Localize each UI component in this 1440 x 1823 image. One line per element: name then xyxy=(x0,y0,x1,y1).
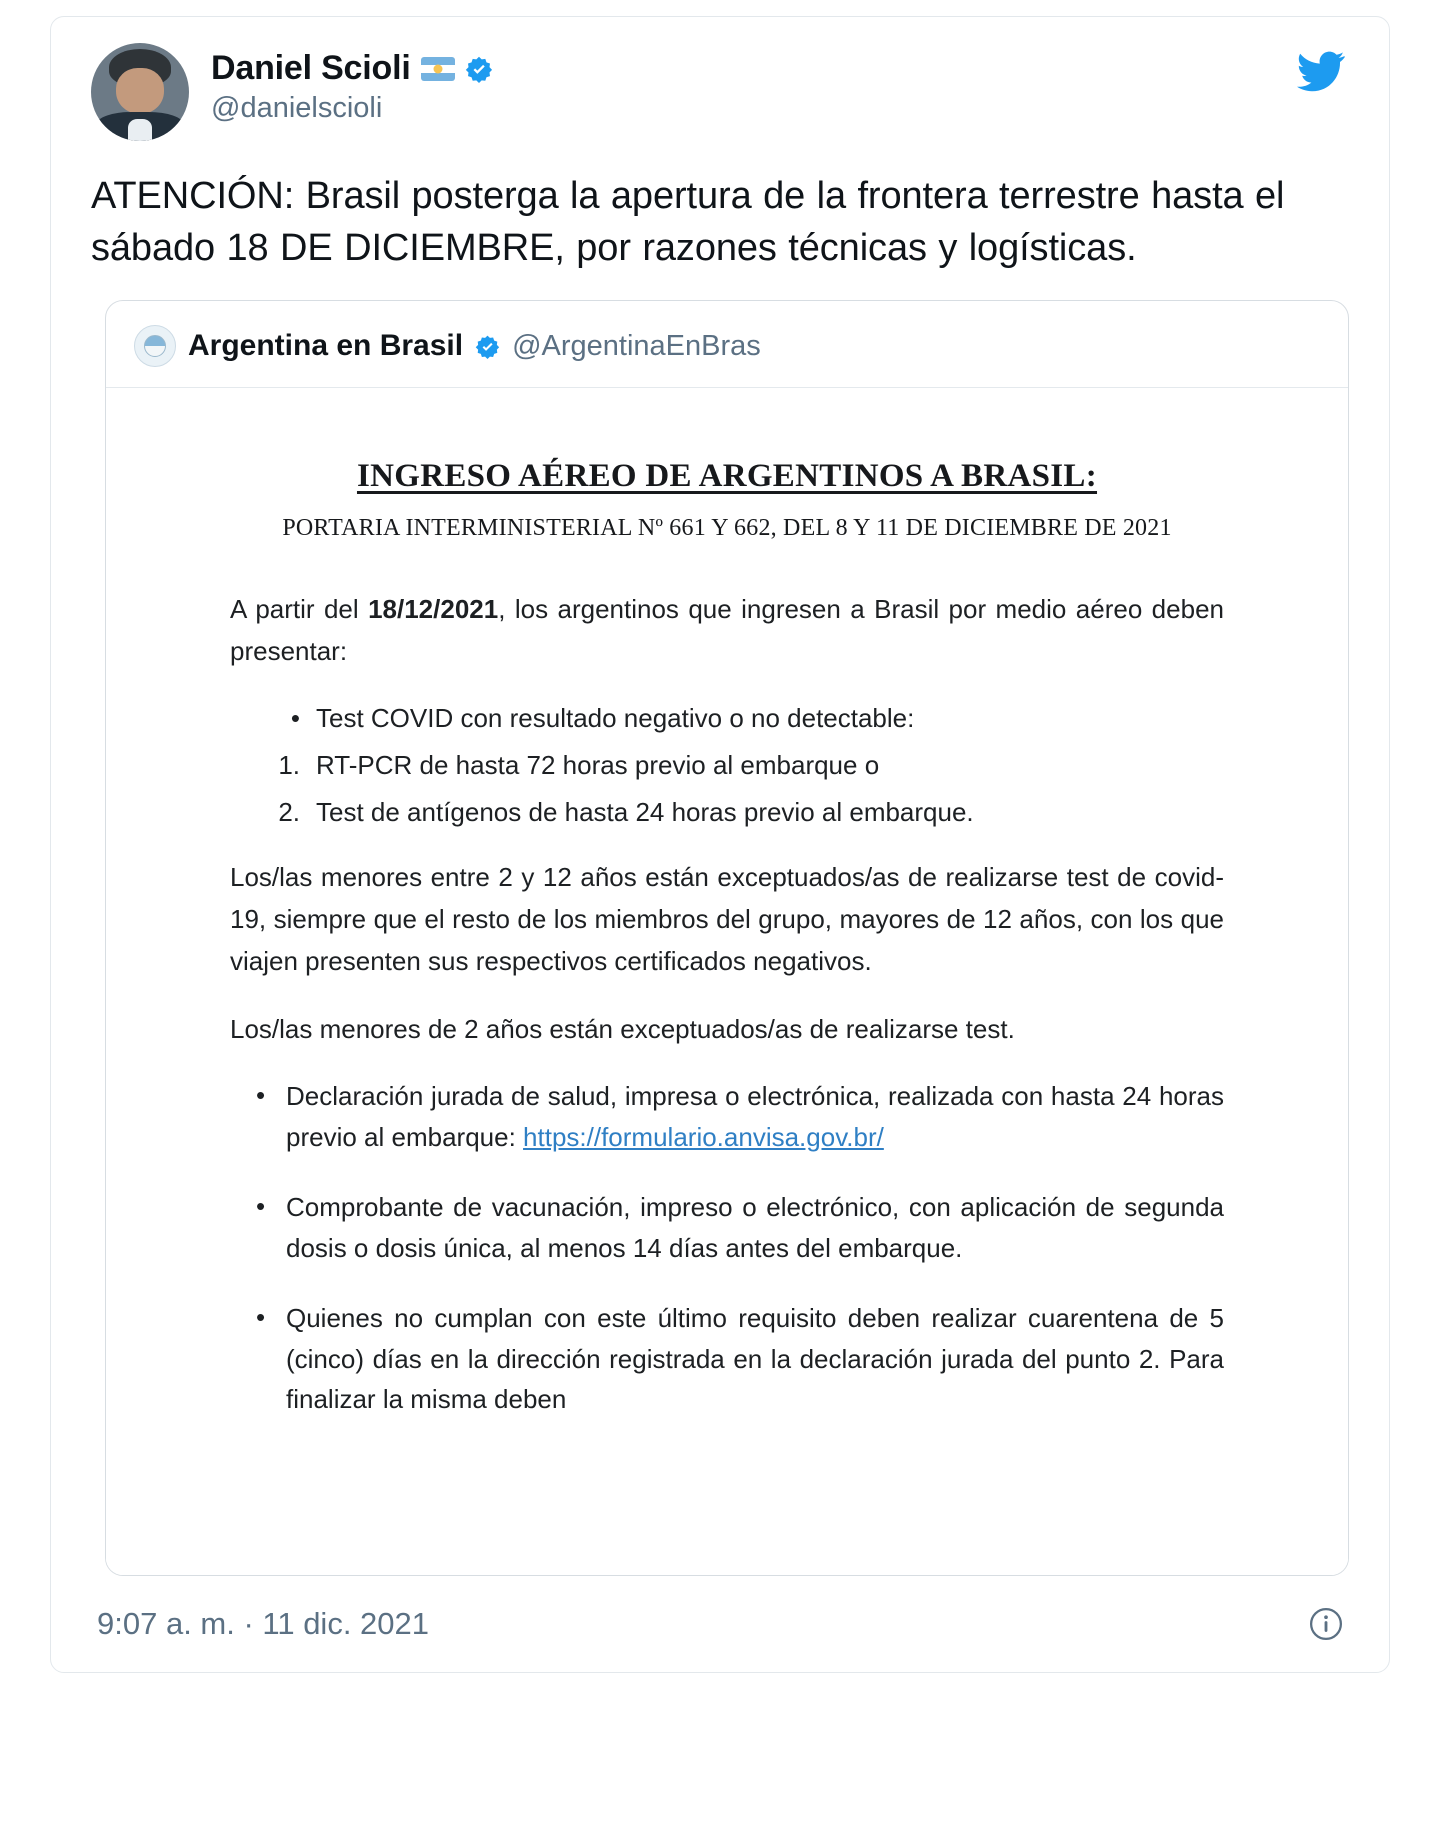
author-display-name[interactable]: Daniel Scioli xyxy=(211,49,411,87)
bullet-text xyxy=(286,1076,1224,1157)
list-text: Test de antígenos de hasta 24 horas previo al embarque. xyxy=(316,796,974,827)
author-handle[interactable]: @danielscioli xyxy=(211,92,383,124)
author-block xyxy=(211,43,493,125)
intro-post: , los argentinos que ingresen a Brasil por medio aéreo deben presentar: xyxy=(230,594,1224,667)
avatar-face xyxy=(116,68,163,113)
bullet-item xyxy=(230,1187,1224,1268)
document-title: INGRESO AÉREO DE ARGENTINOS A BRASIL: xyxy=(356,458,1098,495)
quoted-tweet-card[interactable] xyxy=(105,300,1349,1576)
info-icon[interactable] xyxy=(1309,1607,1343,1641)
list-item xyxy=(272,699,1242,738)
document-image xyxy=(202,388,1252,1419)
quoted-tweet-image[interactable] xyxy=(106,387,1348,1575)
document-requirements-list xyxy=(212,699,1242,832)
document-intro-paragraph xyxy=(212,588,1242,672)
list-text: Test COVID con resultado negativo o no detectable: xyxy=(316,702,915,733)
avatar-collar xyxy=(128,119,152,141)
tweet-card xyxy=(50,16,1390,1673)
list-text: RT-PCR de hasta 72 horas previo al embarque o xyxy=(316,749,880,780)
document-subtitle: PORTARIA INTERMINISTERIAL Nº 661 Y 662, DEL 8 Y 11 DE DICIEMBRE DE 2021 xyxy=(282,515,1172,542)
quoted-tweet-header xyxy=(106,301,1348,387)
list-marker: 2. xyxy=(278,796,300,827)
quoted-display-name[interactable]: Argentina en Brasil xyxy=(188,329,464,363)
document-bullet-list xyxy=(212,1076,1242,1420)
bullet-text: Comprobante de vacunación, impreso o electrónico, con aplicación de segunda dosis o dosis única, al menos 14 días antes del embarque. xyxy=(286,1192,1224,1263)
bullet-text: Quienes no cumplan con este último requisito deben realizar cuarentena de 5 (cinco) días en la dirección registrada en la declaración jurada del punto 2. Para finalizar la misma deben xyxy=(286,1303,1224,1415)
quoted-handle[interactable]: @ArgentinaEnBras xyxy=(512,329,761,362)
anvisa-form-link[interactable]: https://formulario.anvisa.gov.br/ xyxy=(523,1121,884,1152)
argentina-flag-icon xyxy=(421,57,455,81)
quoted-avatar-crest xyxy=(144,335,166,357)
quoted-verified-badge-icon xyxy=(475,334,500,359)
bullet-dot-icon: • xyxy=(256,1080,266,1110)
tweet-text: ATENCIÓN: Brasil posterga la apertura de la frontera terrestre hasta el sábado 18 DE DICIEMBRE, por razones técnicas y logísticas. xyxy=(91,175,1285,269)
bullet-dot-icon: • xyxy=(256,1191,266,1222)
list-marker: • xyxy=(290,702,300,733)
quoted-avatar[interactable] xyxy=(134,325,176,367)
bullet-body: Declaración jurada de salud, impresa o electrónica, realizada con hasta 24 horas previo al embarque: xyxy=(286,1081,1224,1152)
tweet-header xyxy=(91,43,1349,141)
avatar[interactable] xyxy=(91,43,189,141)
document-body xyxy=(212,588,1242,1419)
tweet-footer xyxy=(91,1606,1349,1642)
document-paragraph: Los/las menores de 2 años están exceptuados/as de realizarse test. xyxy=(230,1013,1015,1044)
bullet-dot-icon: • xyxy=(256,1302,266,1333)
twitter-bird-icon[interactable] xyxy=(1293,47,1349,95)
list-item xyxy=(272,746,1242,785)
tweet-timestamp[interactable]: 9:07 a. m. · 11 dic. 2021 xyxy=(97,1606,430,1642)
bullet-item xyxy=(230,1298,1224,1420)
list-item xyxy=(272,793,1242,832)
document-paragraph: Los/las menores entre 2 y 12 años están exceptuados/as de realizarse test de covid-19, siempre que el resto de los miembros del grupo, mayores de 12 años, con los que viajen presenten sus respectivos certificados negativos. xyxy=(230,861,1224,976)
verified-badge-icon xyxy=(465,55,493,83)
image-crop-edge xyxy=(106,1549,1348,1575)
author-name-row xyxy=(211,49,493,88)
flag-sun xyxy=(433,64,442,73)
list-marker: 1. xyxy=(278,749,300,780)
tweet-screenshot-page xyxy=(0,16,1440,1823)
intro-date: 18/12/2021 xyxy=(368,594,499,625)
intro-pre: A partir del xyxy=(230,594,369,625)
bullet-item xyxy=(230,1076,1224,1157)
